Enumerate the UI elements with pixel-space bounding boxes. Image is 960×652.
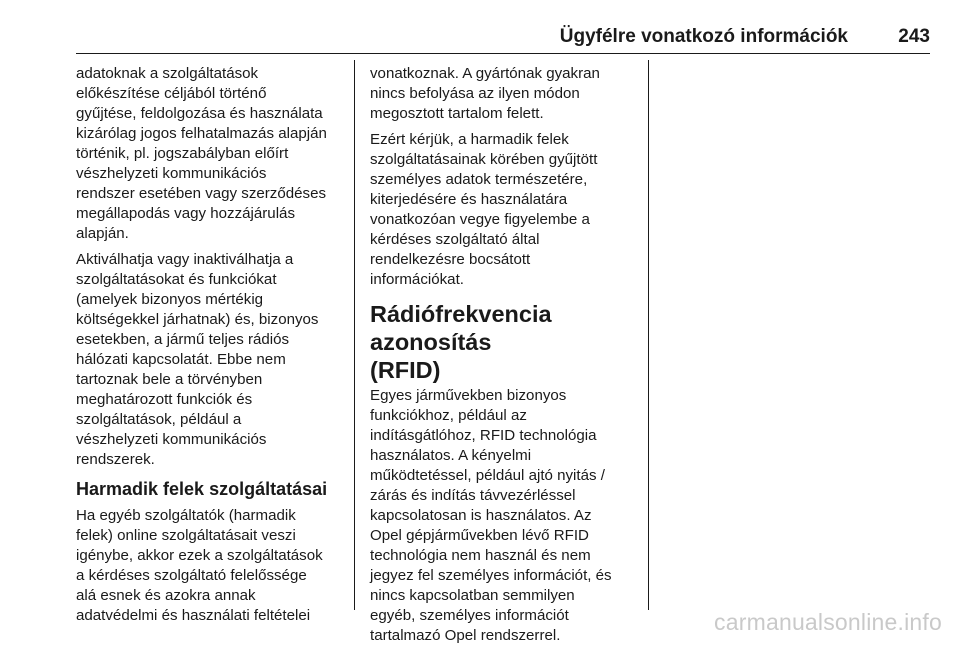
main-heading: Rádiófrekvencia azonosítás (RFID) [370, 301, 552, 383]
paragraph: Ezért kérjük, a harmadik felek szolgáltatásainak körében gyűjtött személyes adatok természetére, kiterjedésére és használatára vonatkozóan vegye figyelembe a kérdéses szolgáltató által rendelkezésre bocsátott információkat. [370, 131, 598, 288]
middle-column [370, 64, 636, 652]
header-rule [76, 53, 930, 54]
paragraph: Egyes járművekben bizonyos funkciókhoz, például az indításgátlóhoz, RFID technológia használatos. A kényelmi működtetéssel, például ajtó nyitás / zárás és indítás távvezérléssel kapcsolatosan is használatos. Az Opel gépjárművekben lévő RFID technológia nem használ és nem jegyez fel személyes információt, és nincs kapcsolatban semmilyen egyéb, személyes információt tartalmazó Opel rendszerrel. [370, 387, 612, 644]
left-column [76, 64, 342, 632]
page-header [76, 26, 930, 50]
column-divider-right [648, 60, 649, 610]
section-heading: Harmadik felek szolgáltatásai [76, 479, 328, 499]
watermark: carmanualsonline.info [714, 609, 942, 635]
column-divider-left [354, 60, 355, 610]
paragraph: adatoknak a szolgáltatások előkészítése céljából történő gyűjtése, feldolgozása és használata kizárólag jogos felhatalmazás alapján történik, pl. jogszabályban előírt vészhelyzeti kommunikációs rendszer esetében vagy szerződéses megállapodás vagy hozzájárulás alapján. [76, 65, 327, 242]
paragraph: Ha egyéb szolgáltatók (harmadik felek) online szolgáltatásait veszi igénybe, akkor ezek a szolgáltatások a kérdéses szolgáltató felelőssége alá esnek és azokra annak adatvédelmi és használati feltételei [76, 507, 323, 624]
paragraph: Aktiválhatja vagy inaktiválhatja a szolgáltatásokat és funkciókat (amelyek bizonyos mértékig költségekkel járhatnak) és, bizonyos esetekben, a jármű teljes rádiós hálózati kapcsolatát. Ebbe nem tartoznak bele a törvényben meghatározott funkciók és szolgáltatások, például a vészhelyzeti kommunikációs rendszerek. [76, 251, 319, 468]
paragraph: vonatkoznak. A gyártónak gyakran nincs befolyása az ilyen módon megosztott tartalom felett. [370, 65, 600, 122]
section-title: Ügyfélre vonatkozó információk [559, 26, 848, 47]
page-number: 243 [898, 26, 930, 47]
